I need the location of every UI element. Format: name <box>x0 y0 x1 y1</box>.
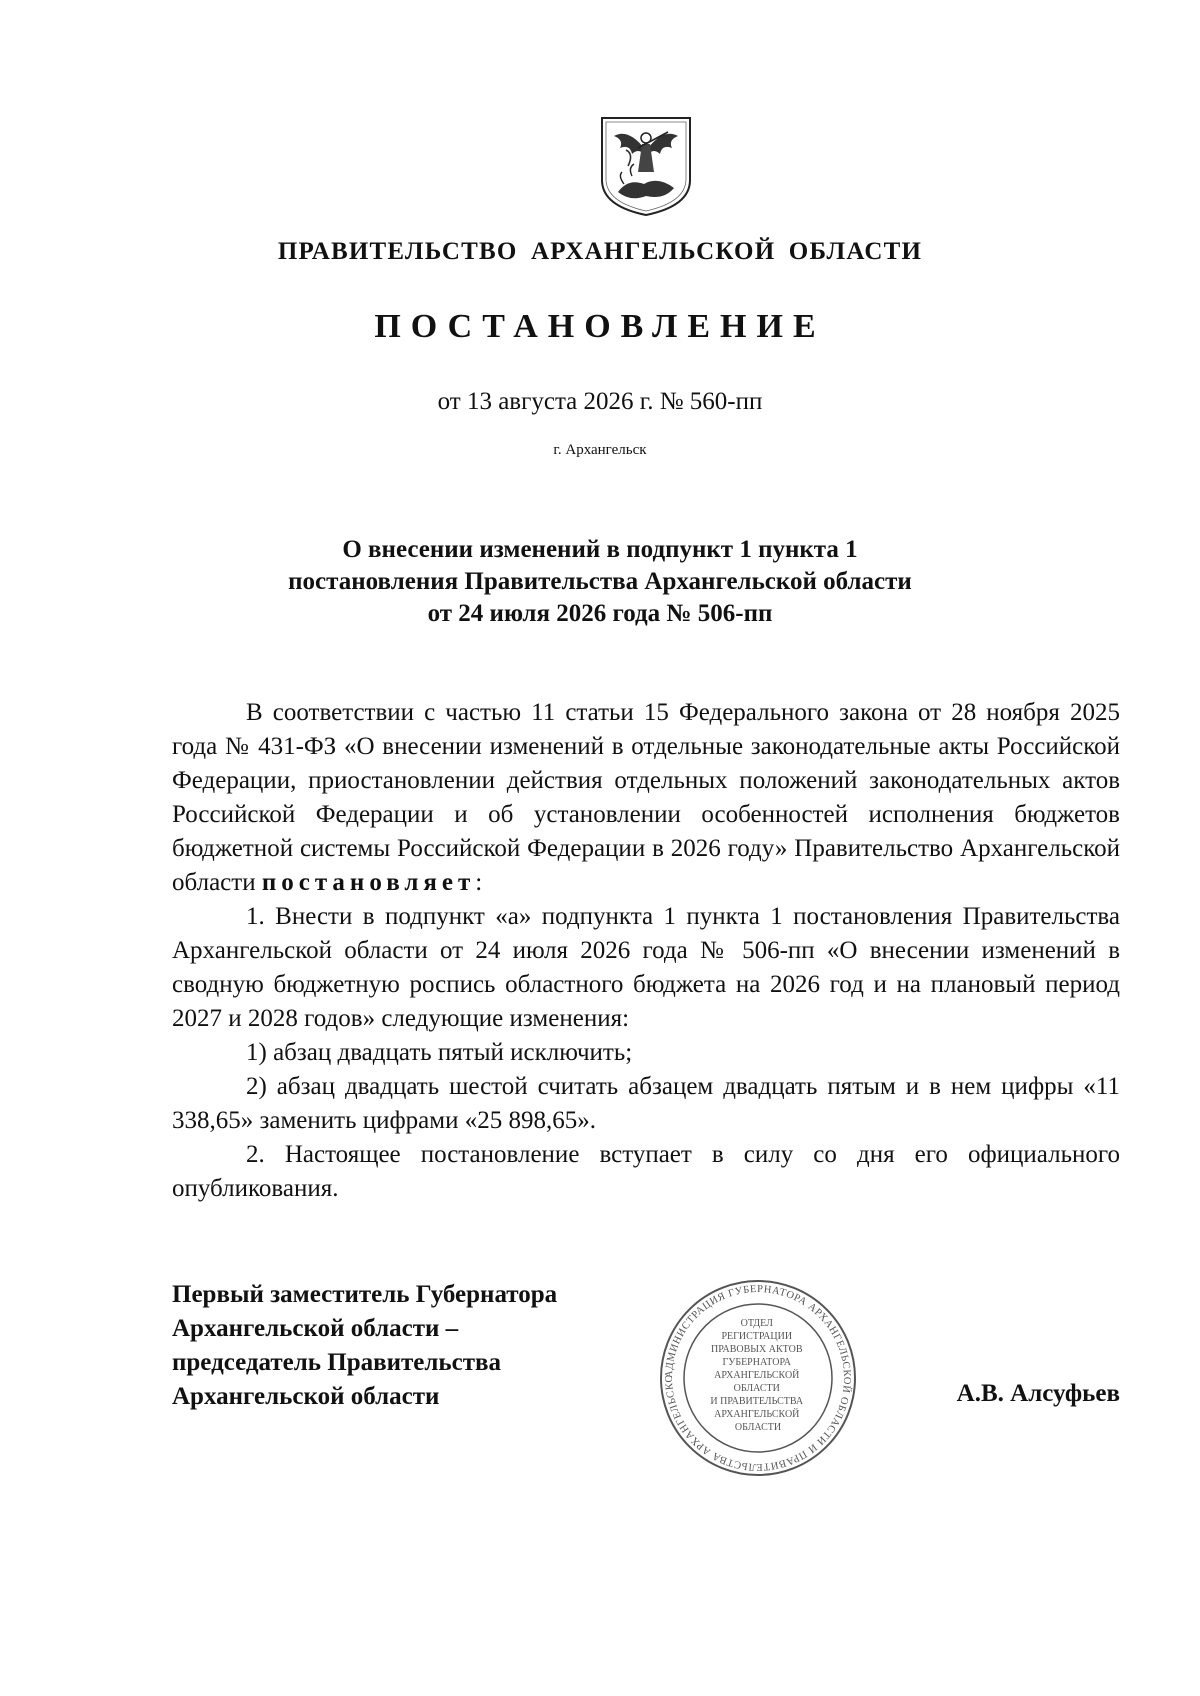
item-1-paragraph: 1. Внести в подпункт «а» подпункта 1 пункта 1 постановления Правительства Архангельской области от 24 июля 2026 года № 506-пп «О внесении изменений в сводную бюджетную роспись областного бюджета на 2026 год и на плановый период 2027 и 2028 годов» следующие изменения: <box>172 903 1120 1032</box>
stamp-line-8: АРХАНГЕЛЬСКОЙ <box>714 1409 800 1420</box>
preamble-paragraph <box>172 696 1120 900</box>
signatory-position <box>172 1278 557 1414</box>
item-1-subitem-1: 1) абзац двадцать пятый исключить; <box>246 1039 633 1066</box>
organization-name: ПРАВИТЕЛЬСТВО АРХАНГЕЛЬСКОЙ ОБЛАСТИ <box>277 238 923 265</box>
document-city: г. Архангельск <box>553 442 647 458</box>
stamp-line-6: ОБЛАСТИ <box>733 1383 780 1394</box>
stamp-line-7: И ПРАВИТЕЛЬСТВА <box>710 1396 804 1407</box>
preamble-text: В соответствии с частью 11 статьи 15 Федерального закона от 28 ноября 2025 года № 431-ФЗ «О внесении изменений в отдельные законодательные акты Российской Федерации, приостановлении действия отдельных положений законодательных актов Российской Федерации и об установлении особенностей исполнения бюджетов бюджетной системы Российской Федерации в 2026 году» Правительство Архангельской области <box>172 699 1120 896</box>
title-line-3: от 24 июля 2026 года № 506-пп <box>427 600 773 627</box>
position-line-3: председатель Правительства <box>172 1349 502 1376</box>
decides-colon: : <box>475 869 483 896</box>
stamp-line-9: ОБЛАСТИ <box>734 1422 782 1433</box>
stamp-line-2: РЕГИСТРАЦИИ <box>721 1331 793 1342</box>
title-line-1: О внесении изменений в подпункт 1 пункта 1 <box>342 536 858 563</box>
archangel-coat-of-arms-icon <box>598 114 694 218</box>
document-body <box>172 696 1120 1206</box>
document-date-number: от 13 августа 2026 г. № 560-пп <box>437 388 763 415</box>
item-1-subitem-2: 2) абзац двадцать шестой считать абзацем двадцать пятым и в нем цифры «11 338,65» заменить цифрами «25 898,65». <box>172 1073 1120 1134</box>
official-stamp <box>658 1278 858 1478</box>
document-title <box>0 534 1200 630</box>
stamp-line-5: АРХАНГЕЛЬСКОЙ <box>714 1370 800 1381</box>
stamp-line-1: ОТДЕЛ <box>740 1318 773 1329</box>
round-seal-icon <box>658 1278 858 1478</box>
stamp-line-3: ПРАВОВЫХ АКТОВ <box>711 1344 803 1355</box>
signatory-name: А.В. Алсуфьев <box>956 1380 1120 1407</box>
stamp-line-4: ГУБЕРНАТОРА <box>722 1357 792 1368</box>
document-type: ПОСТАНОВЛЕНИЕ <box>374 308 826 345</box>
decides-word: постановляет <box>261 869 476 896</box>
title-line-2: постановления Правительства Архангельской области <box>288 568 912 595</box>
svg-text:ОТДЕЛ РЕГИСТРАЦИИ <box>710 1318 805 1433</box>
position-line-1: Первый заместитель Губернатора <box>172 1281 558 1308</box>
position-line-4: Архангельской области <box>172 1383 440 1410</box>
position-line-2: Архангельской области – <box>172 1315 459 1342</box>
item-2-paragraph: 2. Настоящее постановление вступает в силу со дня его официального опубликования. <box>172 1141 1120 1202</box>
stamp-outer-text: АДМИНИСТРАЦИЯ ГУБЕРНАТОРА АРХАНГЕЛЬСКОЙ ОБЛАСТИ И ПРАВИТЕЛЬСТВА АРХАНГЕЛЬСКО <box>663 1283 853 1473</box>
coat-of-arms-emblem <box>598 114 694 218</box>
